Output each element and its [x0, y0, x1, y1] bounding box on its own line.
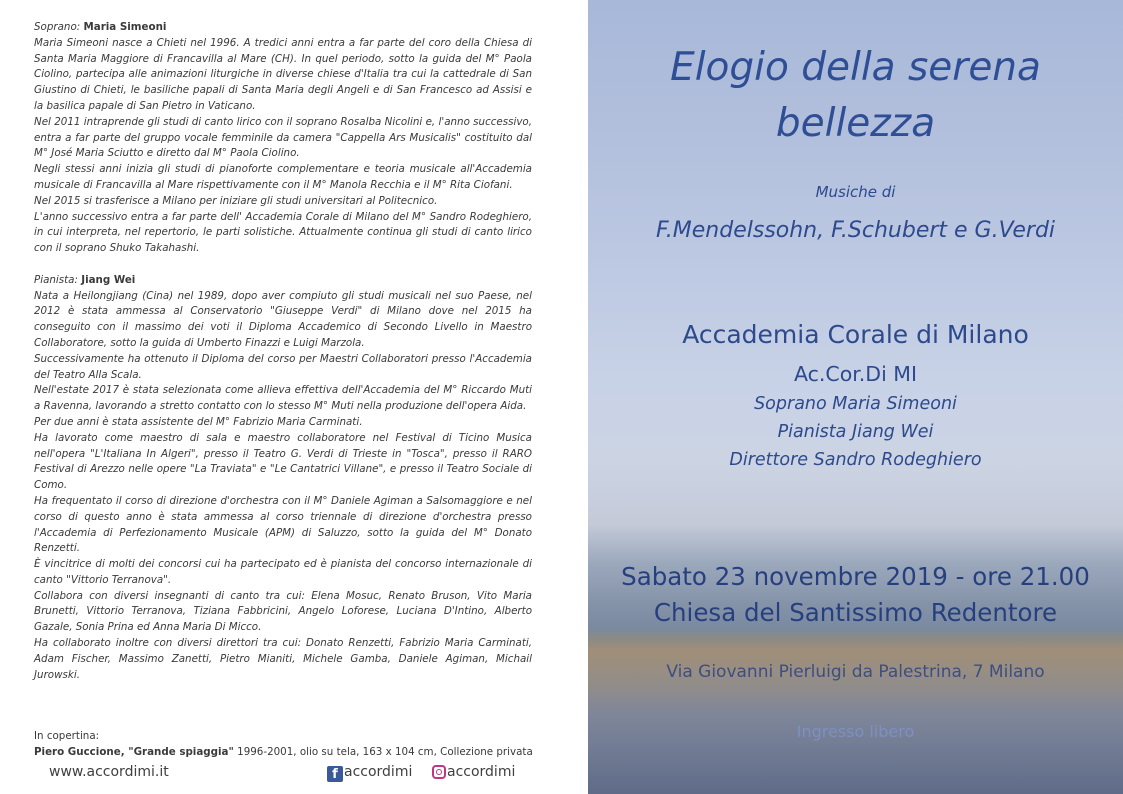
cover-panel	[588, 0, 1123, 794]
bio-paragraph: L'anno successivo entra a far parte dell' Accademia Corale di Milano del M° Sandro Rodeghiero, in cui interpreta, nel repertorio, le parti solistiche. Attualmente continua gli studi di canto lirico con il soprano Shuko Takahashi.	[34, 210, 532, 255]
event-venue: Chiesa del Santissimo Redentore	[653, 598, 1058, 627]
biographies	[34, 20, 532, 683]
artwork-details: 1996-2001, olio su tela, 163 x 104 cm, Collezione privata	[237, 745, 533, 758]
cover-credit	[34, 729, 564, 761]
pianist-credit: Pianista Jiang Wei	[777, 422, 934, 442]
performer-name: Maria Simeoni	[83, 21, 167, 33]
ensemble-name: Accademia Corale di Milano	[682, 320, 1029, 349]
instagram-icon	[432, 765, 446, 779]
bio-paragraph: Nata a Heilongjiang (Cina) nel 1989, dopo aver compiuto gli studi musicali nel suo Paese, nel 2012 è stata ammessa al Conservatorio "Giuseppe Verdi" di Milano dove nel 2015 ha conseguito con il massimo dei voti il Diploma Accademico di Secondo Livello in Maestro Collaboratore, sotto la guida di Umberto Finazzi e Luigi Marzola.	[34, 289, 532, 349]
soprano-credit: Soprano Maria Simeoni	[754, 394, 957, 414]
event-title	[588, 40, 1123, 152]
artwork-title: Piero Guccione, "Grande spiaggia"	[34, 745, 234, 758]
bio-paragraph: Nel 2011 intraprende gli studi di canto lirico con il soprano Rosalba Nicolini e, l'anno successivo, entra a far parte del gruppo vocale femminile da camera "Cappella Ars Musicalis" costituito dal M° José Maria Sciutto e diretto dal M° Paola Ciolino.	[34, 115, 532, 160]
bio-paragraph: Collabora con diversi insegnanti di canto tra cui: Elena Mosuc, Renato Bruson, Vito Maria Brunetti, Vittorio Terranova, Tiziana Fabbricini, Angelo Loforese, Luciana D'Intino, Alberto Gazale, Sonia Prina ed Anna Maria Di Micco.	[34, 589, 532, 634]
instagram-link[interactable]	[432, 764, 515, 780]
director-credit: Direttore Sandro Rodeghiero	[729, 450, 982, 470]
bio-paragraph: Per due anni è stata assistente del M° Fabrizio Maria Carminati.	[34, 415, 363, 428]
venue-address: Via Giovanni Pierluigi da Palestrina, 7 Milano	[666, 662, 1045, 682]
role-label: Pianista:	[34, 273, 78, 286]
performer-name: Jiang Wei	[81, 273, 136, 286]
bio-paragraph: Ha lavorato come maestro di sala e maestro collaboratore nel Festival di Ticino Musica nell'opera "L'Italiana In Algeri", presso il Teatro G. Verdi di Trieste in "Tosca", presso il RARO Festival di Arezzo nelle opere "La Traviata" e "Le Cantatrici Villane", e presso il Teatro Sociale di Como.	[34, 431, 532, 492]
bio-paragraph: Nel 2015 si trasferisce a Milano per iniziare gli studi universitari al Politecnico.	[34, 194, 438, 207]
bio-paragraph: Maria Simeoni nasce a Chieti nel 1996. A tredici anni entra a far parte del coro della Chiesa di Santa Maria Maggiore di Francavilla al Mare (CH). In quel periodo, sotto la guida del M° Paola Ciolino, partecipa alle animazioni liturgiche in diverse chiese d'Italia tra cui la cattedrale di San Giustino di Chieti, le basiliche papali di Santa Maria degli Angeli e di San Francesco ad Assisi e la basilica papale di San Pietro in Vaticano.	[34, 36, 532, 112]
facebook-handle: accordimi	[344, 764, 413, 780]
ensemble-short-name: Ac.Cor.Di MI	[793, 362, 918, 386]
title-line: Elogio della serena	[670, 45, 1041, 90]
title-line: bellezza	[775, 101, 936, 146]
website-link[interactable]: www.accordimi.it	[49, 764, 169, 780]
role-label: Soprano:	[34, 21, 81, 33]
bio-paragraph: Ha collaborato inoltre con diversi direttori tra cui: Donato Renzetti, Fabrizio Maria Carminati, Adam Fischer, Massimo Zanetti, Pietro Mianiti, Michele Gamba, Daniele Agiman, Michail Jurowski.	[34, 637, 532, 681]
entry-note: Ingresso libero	[796, 722, 915, 741]
bio-paragraph: Successivamente ha ottenuto il Diploma del corso per Maestri Collaboratori presso l'Accademia del Teatro Alla Scala.	[34, 352, 532, 381]
cover-credit-line	[34, 745, 564, 761]
composers: F.Mendelssohn, F.Schubert e G.Verdi	[655, 218, 1056, 243]
bio-maria-heading	[34, 20, 532, 36]
facebook-link[interactable]	[327, 764, 412, 782]
facebook-icon: f	[327, 766, 343, 782]
music-by-label: Musiche di	[815, 183, 896, 201]
bio-paragraph: Ha frequentato il corso di direzione d'orchestra con il M° Daniele Agiman a Salsomaggiore e nel corso di questo anno è stata ammessa al corso triennale di direzione d'orchestra presso l'Accademia di Perfezionamento Musicale (APM) di Saluzzo, sotto la guida del M° Donato Renzetti.	[34, 494, 532, 555]
event-date: Sabato 23 novembre 2019 - ore 21.00	[621, 562, 1090, 591]
cover-credit-heading: In copertina:	[34, 730, 100, 742]
bio-paragraph: È vincitrice di molti dei concorsi cui ha partecipato ed è pianista del concorso internazionale di canto "Vittorio Terranova".	[34, 558, 532, 586]
bio-jiang-heading	[34, 273, 532, 289]
bio-paragraph: Negli stessi anni inizia gli studi di pianoforte complementare e teoria musicale all'Accademia musicale di Francavilla al Mare rispettivamente con il M° Manola Recchia e il M° Rita Ciofani.	[34, 163, 532, 191]
bio-paragraph: Nell'estate 2017 è stata selezionata come allieva effettiva dell'Accademia del M° Riccardo Muti a Ravenna, lavorando a stretto contatto con lo stesso M° Muti nella produzione dell'opera Aida.	[34, 384, 532, 413]
instagram-handle: accordimi	[447, 764, 516, 780]
